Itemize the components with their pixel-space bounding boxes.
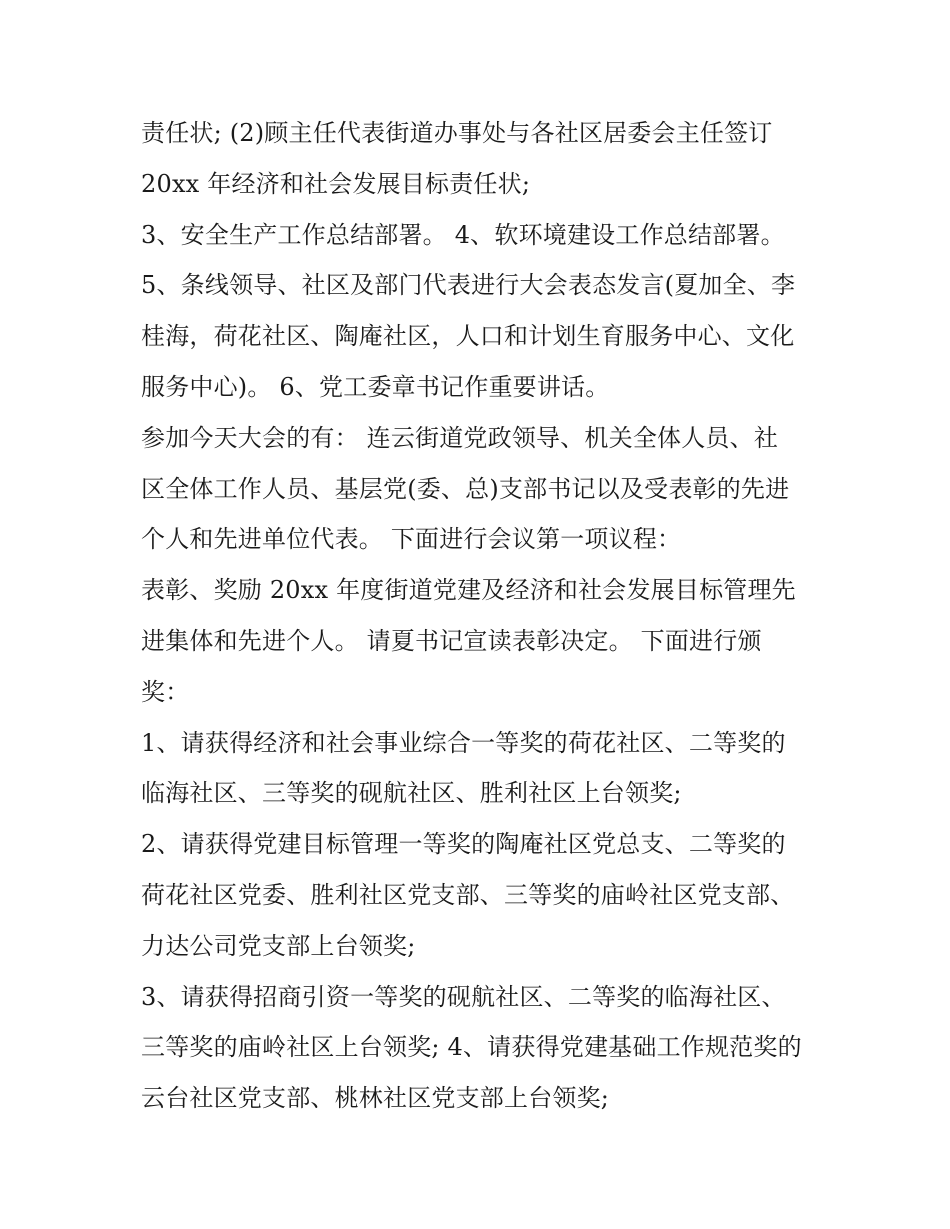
text-line: 参加今天大会的有： 连云街道党政领导、机关全体人员、社 xyxy=(141,423,779,452)
text-line: 临海社区、三等奖的砚航社区、胜利社区上台领奖; xyxy=(141,779,682,808)
text-line: 桂海，荷花社区、陶庵社区，人口和计划生育服务中心、文化 xyxy=(141,322,795,351)
text-line: 表彰、奖励 20xx 年度街道党建及经济和社会发展目标管理先 xyxy=(141,576,796,605)
text-line: 云台社区党支部、桃林社区党支部上台领奖; xyxy=(141,1084,610,1113)
text-line: 进集体和先进个人。 请夏书记宣读表彰决定。 下面进行颁 xyxy=(141,626,762,655)
text-line: 1、请获得经济和社会事业综合一等奖的荷花社区、二等奖的 xyxy=(141,728,786,757)
text-line: 荷花社区党委、胜利社区党支部、三等奖的庙岭社区党支部、 xyxy=(141,880,795,909)
text-line: 三等奖的庙岭社区上台领奖; 4、请获得党建基础工作规范奖的 xyxy=(141,1033,802,1062)
text-line: 个人和先进单位代表。 下面进行会议第一项议程： xyxy=(141,525,682,554)
text-line: 力达公司党支部上台领奖; xyxy=(141,931,416,960)
text-line: 区全体工作人员、基层党(委、总)支部书记以及受表彰的先进 xyxy=(141,474,790,503)
document-body xyxy=(141,108,821,1124)
text-line: 服务中心)。 6、党工委章书记作重要讲话。 xyxy=(141,372,610,401)
text-line: 2、请获得党建目标管理一等奖的陶庵社区党总支、二等奖的 xyxy=(141,830,786,859)
text-line: 3、请获得招商引资一等奖的砚航社区、二等奖的临海社区、 xyxy=(141,982,786,1011)
text-line: 奖： xyxy=(141,677,190,706)
text-line: 20xx 年经济和社会发展目标责任状; xyxy=(141,169,531,198)
text-line: 5、条线领导、社区及部门代表进行大会表态发言(夏加全、李 xyxy=(141,271,796,300)
text-line: 3、安全生产工作总结部署。 4、软环境建设工作总结部署。 xyxy=(141,220,785,249)
text-line: 责任状; (2)顾主任代表街道办事处与各社区居委会主任签订 xyxy=(141,119,773,147)
